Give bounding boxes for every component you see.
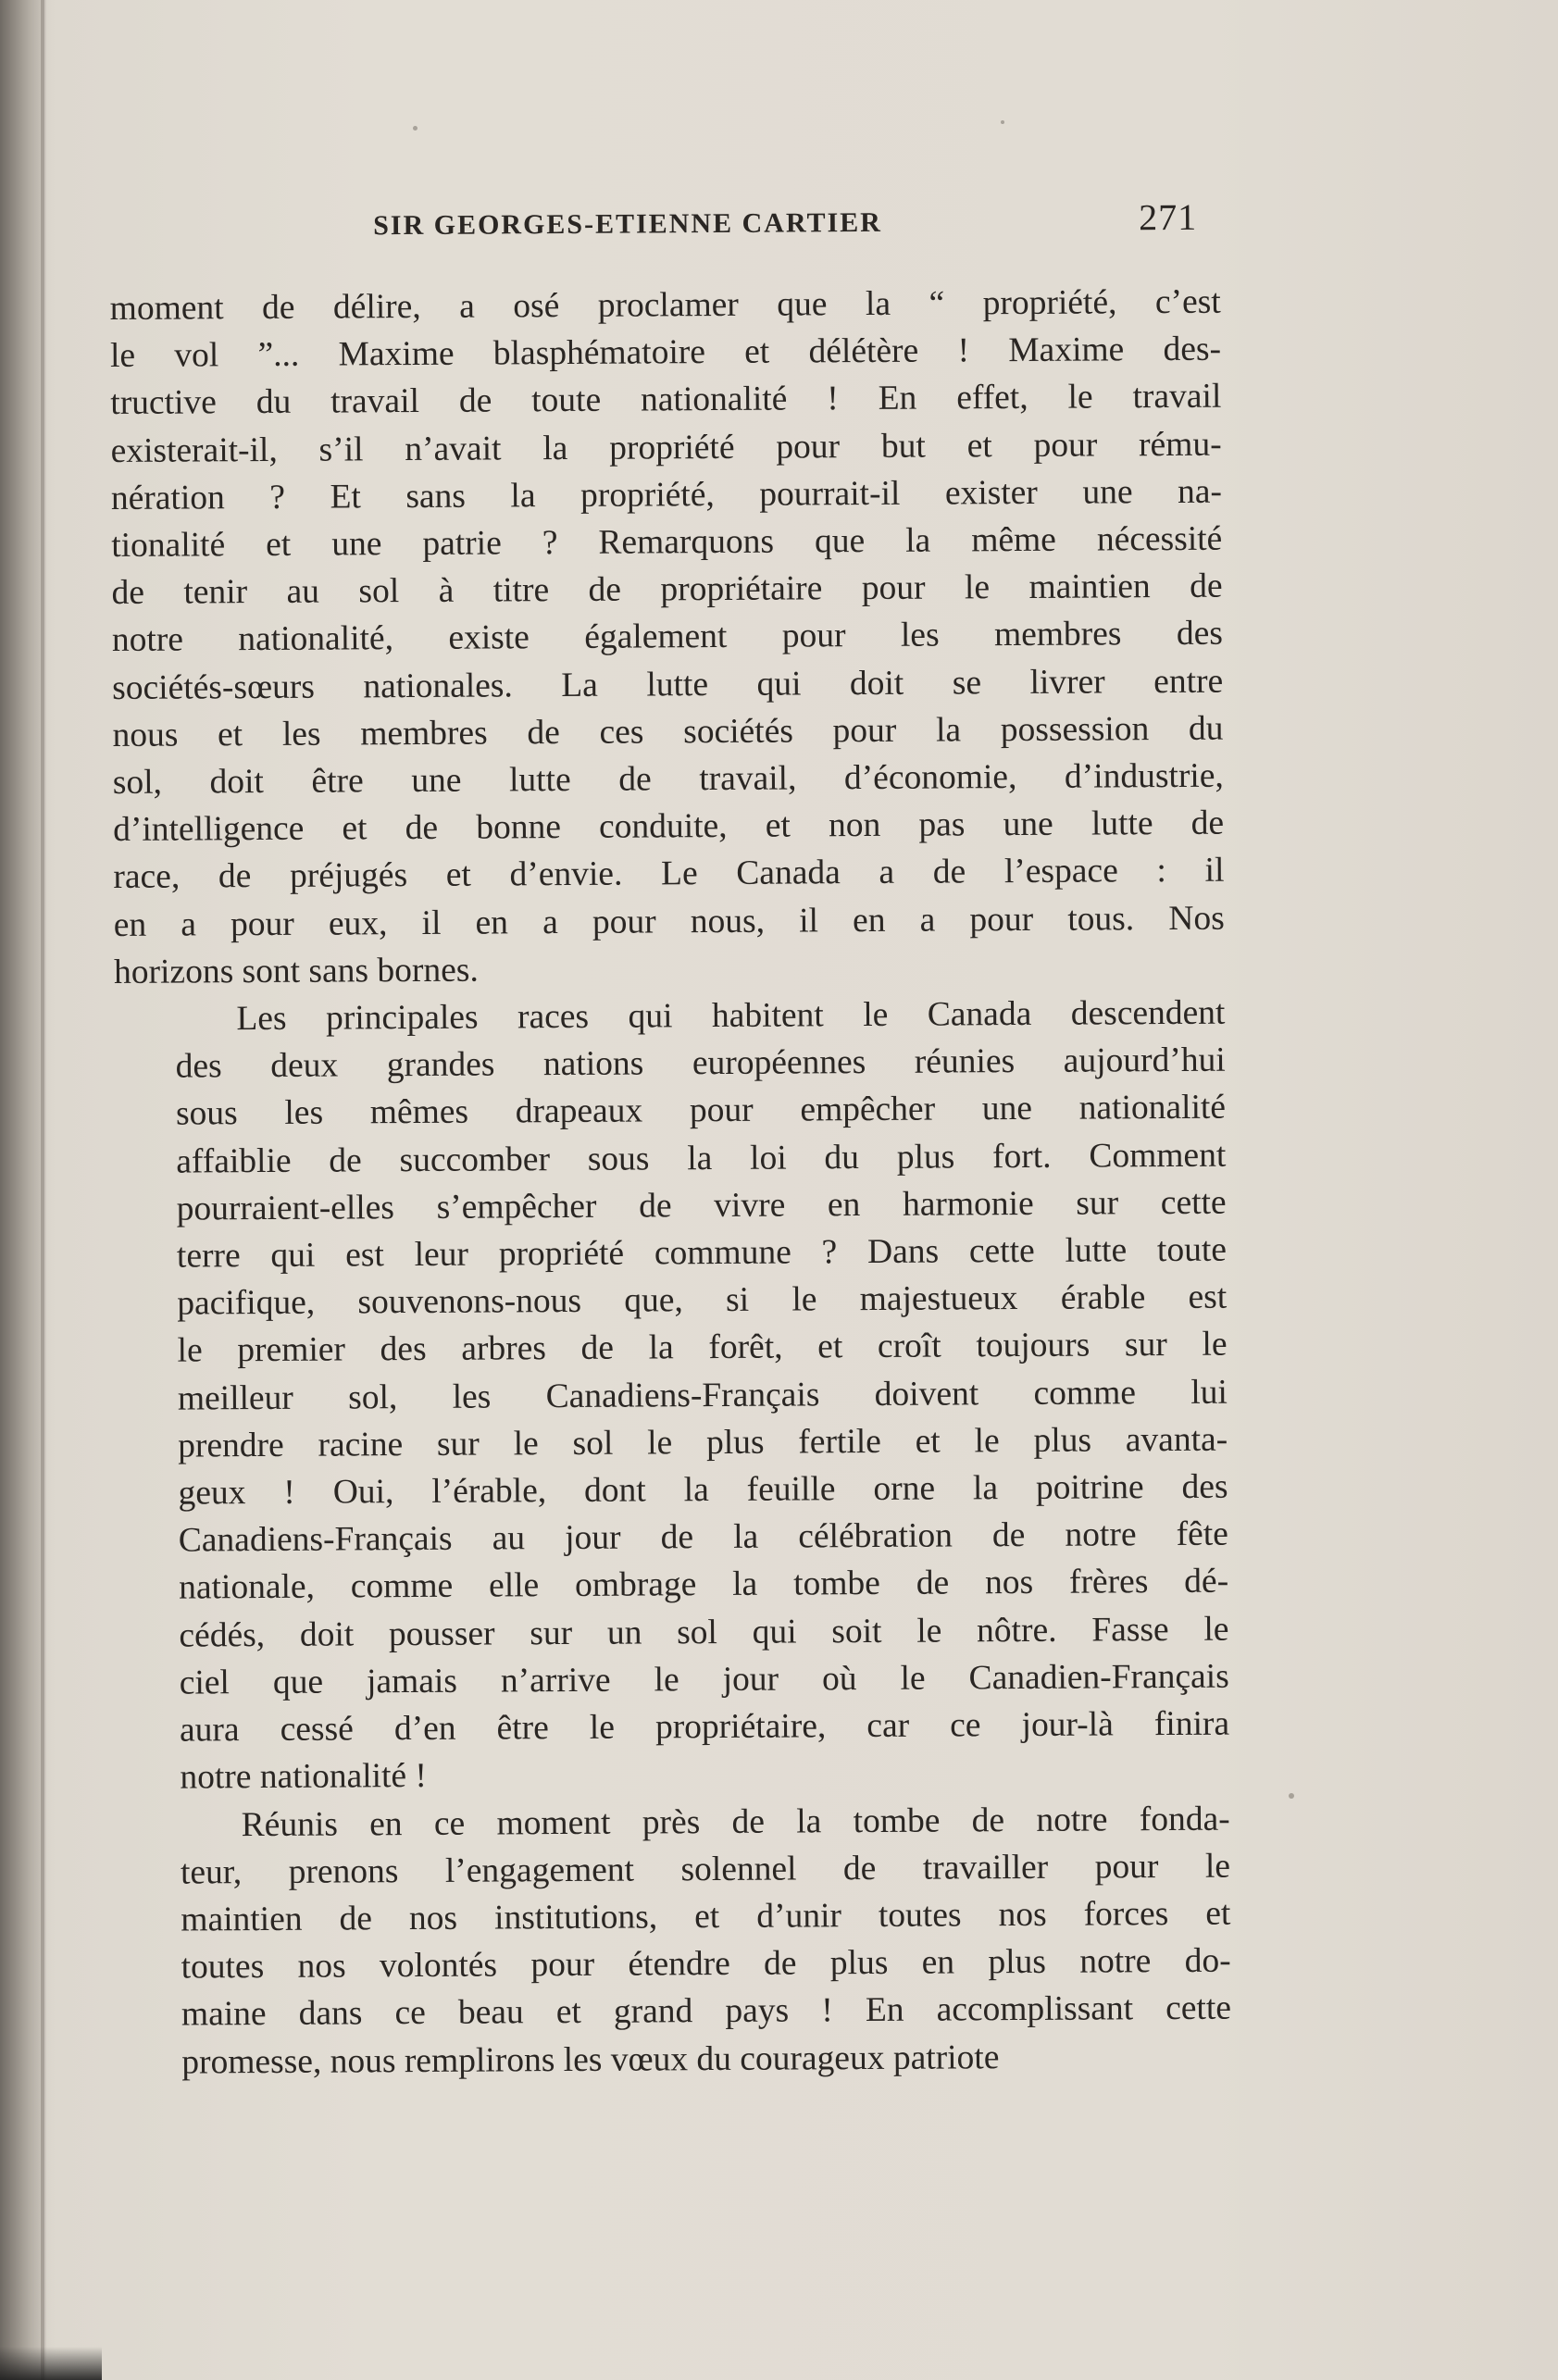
- text-line: nationale, comme elle ombrage la tombe de nos frères dé-: [179, 1563, 1229, 1608]
- page-number: 271: [1138, 195, 1198, 239]
- book-binding-edge: [0, 0, 46, 2380]
- text-line: prendre racine sur le sol le plus fertile et le plus avanta-: [178, 1420, 1228, 1465]
- text-line: maine dans ce beau et grand pays ! En accomplissant cette: [181, 1988, 1232, 2034]
- text-line: Les principales races qui habitent le Canada descendent: [236, 993, 1226, 1039]
- text-line: meilleur sol, les Canadiens-Français doivent comme lui: [177, 1373, 1228, 1418]
- text-line: race, de préjugés et d’envie. Le Canada a de l’espace : il: [113, 852, 1225, 897]
- running-head-title: SIR GEORGES-ETIENNE CARTIER: [373, 206, 882, 242]
- text-line: teur, prenons l’engagement solennel de travailler pour le: [180, 1847, 1231, 1892]
- text-line: notre nationalité !: [180, 1757, 428, 1797]
- running-head: [373, 195, 1197, 252]
- text-line: horizons sont sans bornes.: [113, 951, 479, 991]
- text-line: pourraient-elles s’empêcher de vivre en harmonie sur cette: [176, 1183, 1227, 1228]
- text-line: Canadiens-Français au jour de la célébration de notre fête: [178, 1514, 1228, 1560]
- text-line: geux ! Oui, l’érable, dont la feuille orne la poitrine des: [178, 1467, 1228, 1513]
- text-line: sous les mêmes drapeaux pour empêcher une nationalité: [175, 1089, 1227, 1134]
- text-line: affaiblie de succomber sous la loi du plus fort. Comment: [176, 1136, 1227, 1181]
- text-line: existerait-il, s’il n’avait la propriété pour but et pour rému-: [110, 425, 1222, 470]
- text-line: d’intelligence et de bonne conduite, et non pas une lutte de: [113, 804, 1225, 850]
- paper-speck: [1289, 1793, 1294, 1799]
- text-line: en a pour eux, il en a pour nous, il en a pour tous. Nos: [113, 899, 1225, 944]
- text-line: tionalité et une patrie ? Remarquons que la même nécessité: [111, 519, 1223, 566]
- text-line: le premier des arbres de la forêt, et croît toujours sur le: [177, 1326, 1228, 1371]
- text-line: nération ? Et sans la propriété, pourrait-il exister une na-: [110, 472, 1223, 517]
- paper-speck: [1001, 120, 1004, 124]
- text-line: le vol ”... Maxime blasphématoire et délétère ! Maxime des-: [109, 330, 1222, 376]
- paragraph: [119, 1795, 1232, 2087]
- text-line: sol, doit être une lutte de travail, d’économie, d’industrie,: [112, 756, 1224, 803]
- text-line: moment de délire, a osé proclamer que la “ propriété, c’est: [109, 282, 1221, 328]
- text-line: cédés, doit pousser sur un sol qui soit le nôtre. Fasse le: [179, 1610, 1229, 1655]
- body-text: [110, 279, 1232, 2087]
- page-text-block: [109, 195, 1231, 2087]
- paragraph: [114, 990, 1229, 1802]
- text-line: Réunis en ce moment près de la tombe de notre fonda-: [241, 1800, 1230, 1844]
- paragraph: [110, 279, 1226, 996]
- text-line: maintien de nos institutions, et d’unir toutes nos forces et: [181, 1894, 1231, 1939]
- text-line: promesse, nous remplirons les vœux du courageux patriote: [181, 2037, 1000, 2082]
- text-line: sociétés-sœurs nationales. La lutte qui doit se livrer entre: [112, 662, 1224, 707]
- text-line: tructive du travail de toute nationalité ! En effet, le travail: [110, 378, 1222, 423]
- text-line: toutes nos volontés pour étendre de plus en plus notre do-: [181, 1941, 1231, 1987]
- corner-shadow: [0, 2347, 102, 2380]
- text-line: de tenir au sol à titre de propriétaire pour le maintien de: [111, 567, 1223, 613]
- text-line: ciel que jamais n’arrive le jour où le Canadien-Français: [179, 1657, 1229, 1702]
- text-line: pacifique, souvenons-nous que, si le majestueux érable est: [177, 1277, 1228, 1323]
- text-line: notre nationalité, existe également pour les membres des: [111, 615, 1223, 660]
- text-line: terre qui est leur propriété commune ? Dans cette lutte toute: [176, 1230, 1228, 1276]
- binding-gutter-line: [41, 0, 44, 2380]
- text-line: nous et les membres de ces sociétés pour la possession du: [112, 709, 1224, 754]
- paper-speck: [413, 126, 418, 131]
- text-line: aura cessé d’en être le propriétaire, car ce jour-là finira: [179, 1704, 1230, 1750]
- text-line: des deux grandes nations européennes réunies aujourd’hui: [175, 1040, 1226, 1086]
